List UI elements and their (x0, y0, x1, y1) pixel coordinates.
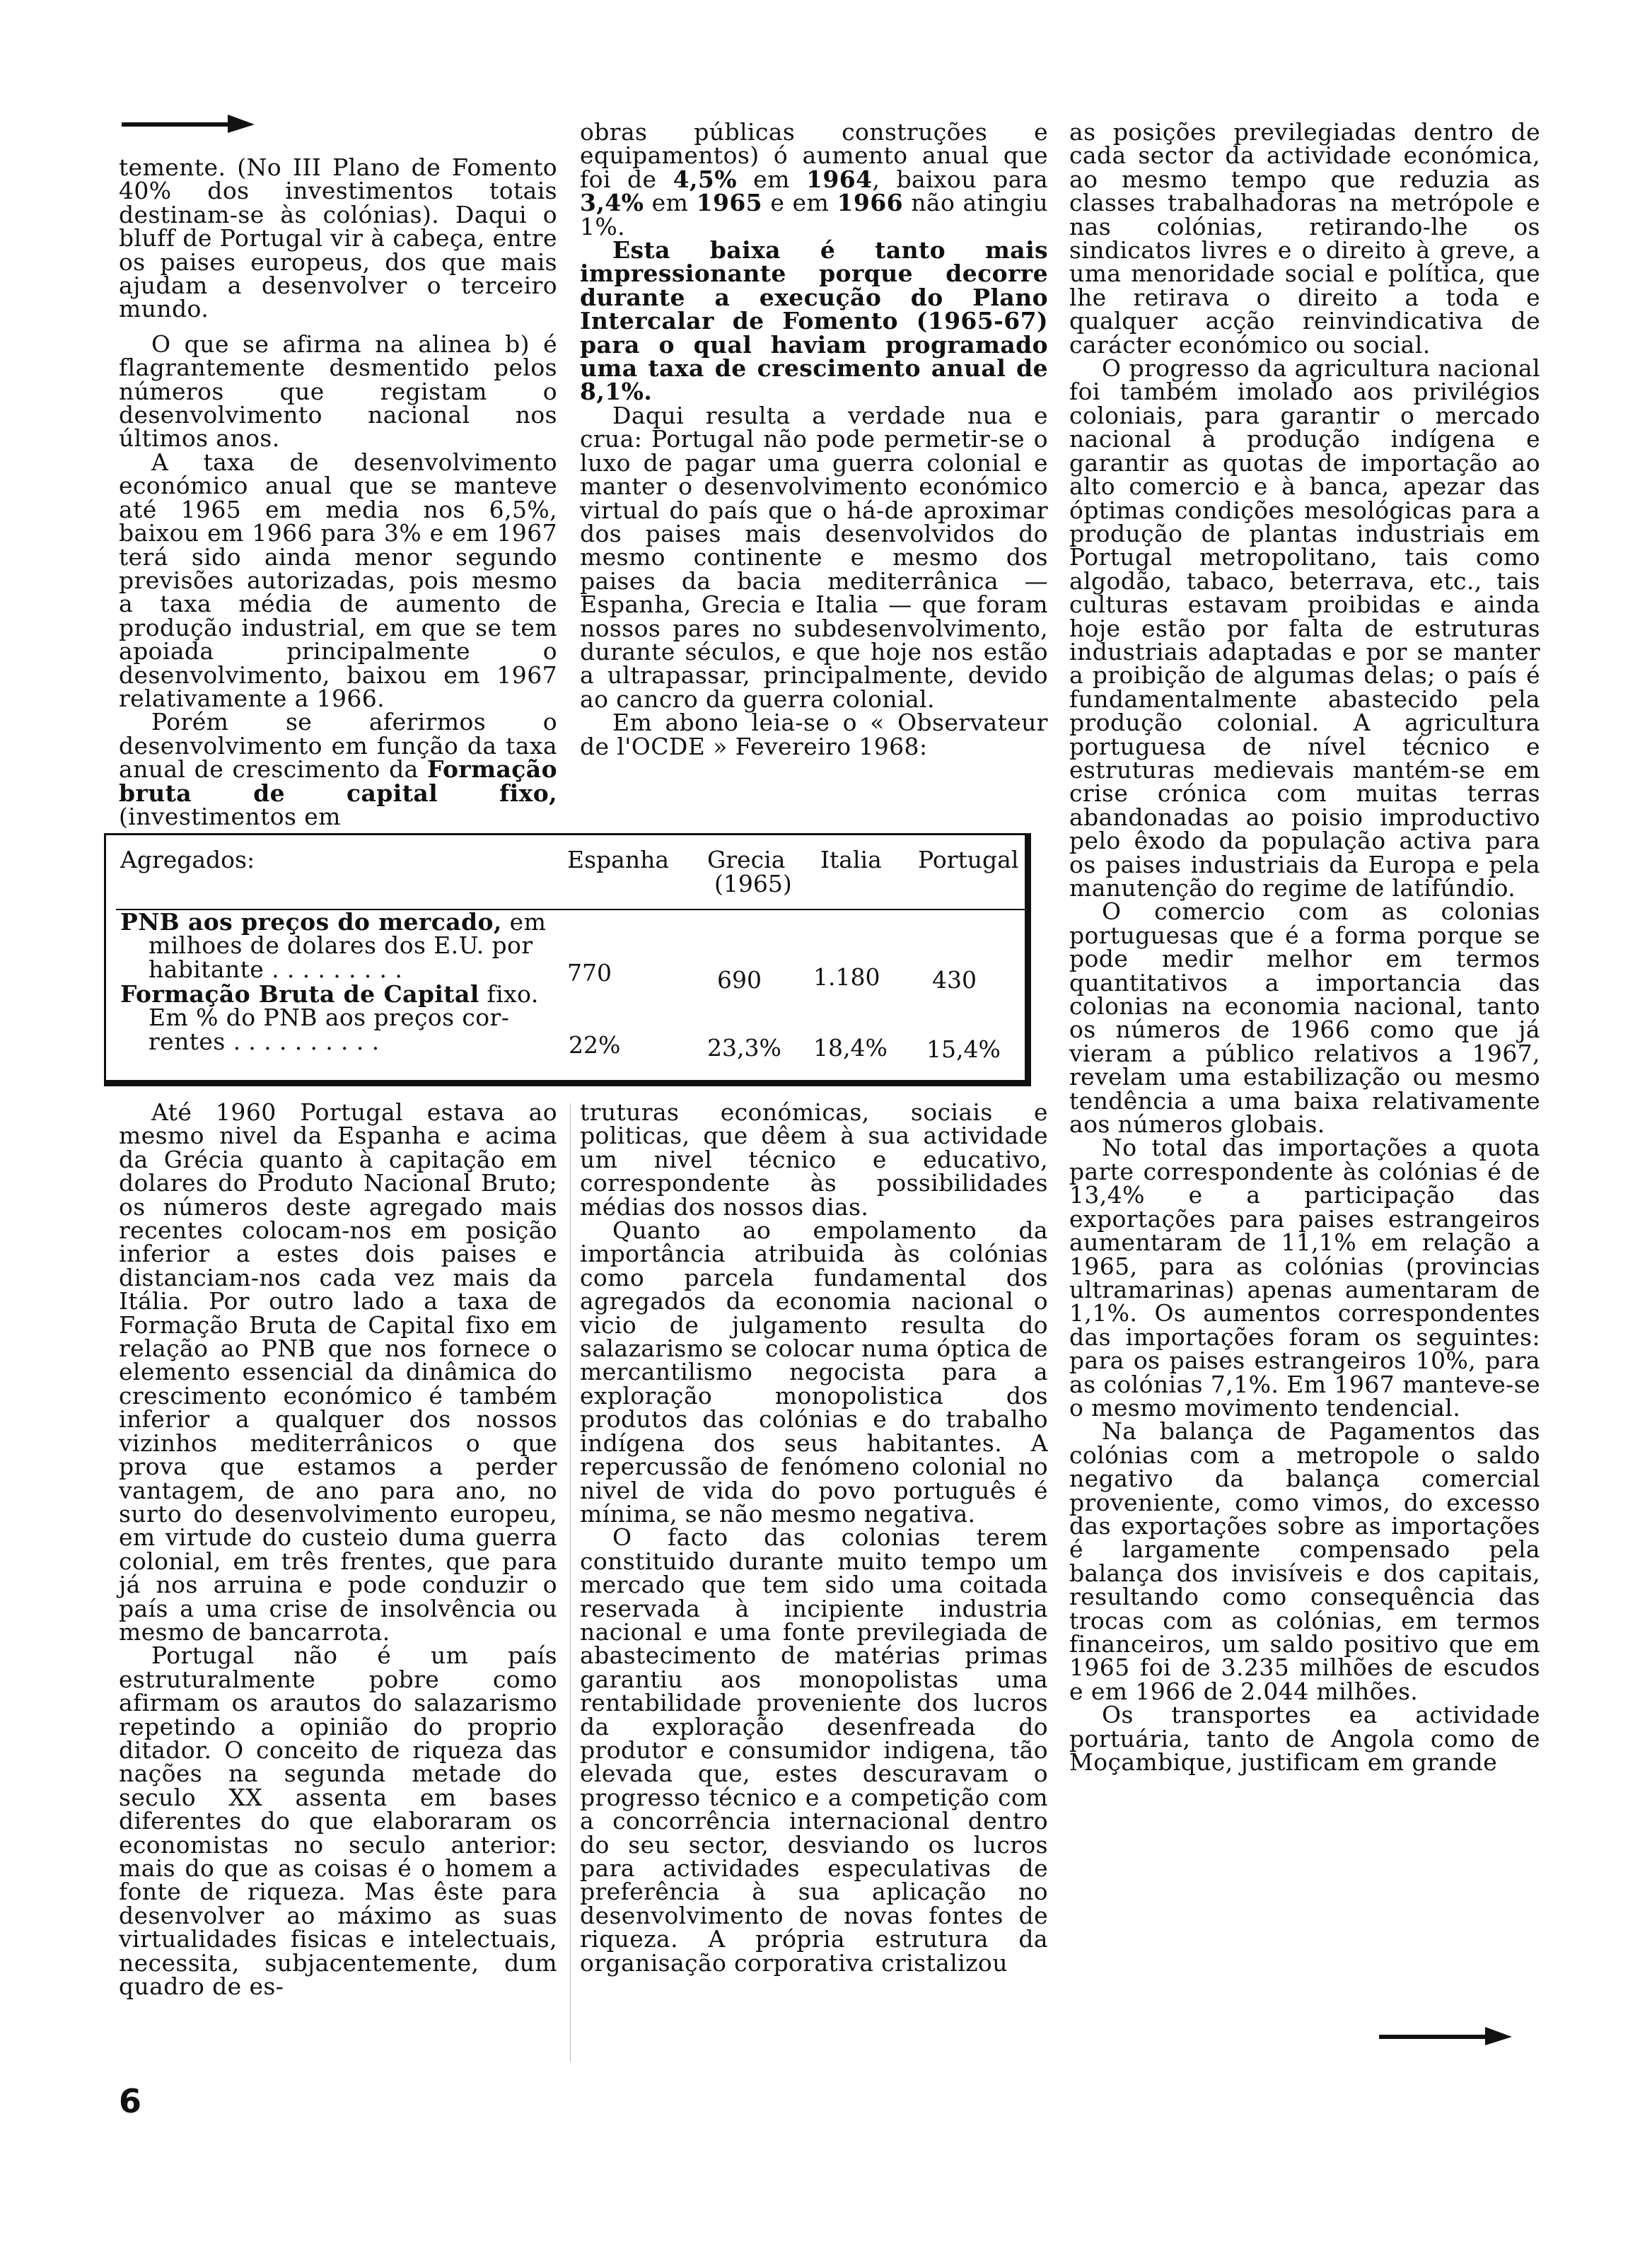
cell-pnb-portugal: 430 (932, 966, 977, 994)
column-3 (1069, 118, 1540, 1777)
page-number: 6 (119, 2082, 142, 2120)
paragraph: Até 1960 Portugal estava ao mesmo nivel da Espanha e acima da Grécia quanto à capitação em dolares do Produto Nacional Bruto; os números deste agregado mais recentes colocam-nos em posição inferior a estes dois paises e distanciam-nos cada vez mais da Itália. Por outro lado a taxa de Formação Bruta de Capital fixo em relação ao PNB que nos fornece o elemento essencial da dinâmica do crescimento económico é também inferior a qualquer dos nossos vizinhos mediterrânicos o que prova que estamos a perder vantagem, de ano para ano, no surto do desenvolvimento europeu, em virtude do custeio duma guerra colonial, em três frentes, que para já nos arruina e pode conduzir o país a uma crise de insolvência ou mesmo de bancarrota. (119, 1098, 557, 1646)
row-pnb-label: PNB aos preços do mercado, em milhoes de dolares dos E.U. por habitante . . . . . . . . . (120, 908, 547, 983)
column-header-grecia: Grecia (707, 846, 786, 873)
column-header-italia: Italia (820, 846, 882, 873)
column-header-espanha: Espanha (567, 846, 670, 873)
table-header-label: Agregados: (120, 846, 255, 873)
row-fbcf-label: Formação Bruta de Capital fixo. Em % do PNB aos preços cor- rentes . . . . . . . . . . (120, 980, 539, 1055)
column-1-bottom (119, 1098, 557, 2001)
paragraph: Quanto ao empolamento da importância atribuida às colónias como parcela fundamental dos agregados da economia nacional o vicio de julgamento resulta do salazarismo se colocar numa óptica de mercantilismo negocista para a exploração monopolistica dos produtos das colónias e do trabalho indígena dos seus habitantes. A repercussão de fenómeno colonial no nivel de vida do povo português é mínima, se não mesmo negativa. (580, 1216, 1048, 1528)
paragraph: temente. (No III Plano de Fomento 40% dos investimentos totais destinam-se às colónias). Daqui o bluff de Portugal vir à cabeça, entre os paises europeus, dos que mais ajudam a desenvolver o terceiro mundo. (119, 153, 557, 323)
cell-fbcf-grecia: 23,3% (707, 1034, 781, 1062)
paragraph: obras públicas construções e equipamentos) ó aumento anual que foi de 4,5% em 1964, baixou para 3,4% em 1965 e em 1966 não atingiu 1%. (580, 118, 1048, 240)
paragraph: O comercio com as colonias portuguesas que é a forma porque se pode medir melhor em termos quantitativos a importancia das colonias na economia nacional, tanto os números de 1966 como que já vieram a público relativos a 1967, revelam uma estabilização ou mesmo tendência a uma baixa relativamente aos números globais. (1069, 897, 1540, 1139)
paragraph: O progresso da agricultura nacional foi também imolado aos privilégios coloniais, para garantir o mercado nacional à produção indígena e garantir as quotas de importação ao alto comercio e à banca, apezar das óptimas condições mesológicas para a produção de plantas industriais em Portugal metropolitano, tais como algodão, tabaco, beterrava, etc., tais culturas estavam proibidas e ainda hoje estão por falta de estruturas industriais adaptadas e por se manter a proibição de algumas delas; o país é fundamentalmente abastecido pela produção colonial. A agricultura portuguesa de nível técnico e estruturas medievais mantém-se em crise crónica com muitas terras abandonadas ao poisio improductivo pelo êxodo da população activa para os paises industriais da Europa e pela manutenção do regime de latifúndio. (1069, 354, 1540, 902)
paragraph: No total das importações a quota parte correspondente às colónias é de 13,4% e a participação das exportações para paises estrangeiros aumentaram de 11,1% em relação a 1965, para as colónias (provincias ultramarinas) apenas aumentaram de 1,1%. Os aumentos correspondentes das importações foram os seguintes: para os paises estrangeiros 10%, para as colónias 7,1%. Em 1967 manteve-se o mesmo movimento tendencial. (1069, 1134, 1540, 1422)
column-header-portugal: Portugal (918, 846, 1019, 873)
paragraph: Portugal não é um país estruturalmente pobre como afirmam os arautos do salazarismo repetindo a opinião do proprio ditador. O conceito de riqueza das nações na segunda metade do seculo XX assenta em bases diferentes do que elaboraram os economistas no seculo anterior: mais do que as coisas é o homem a fonte de riqueza. Mas êste para desenvolver ao máximo as suas virtualidades fisicas e intelectuais, necessita, subjacentemente, dum quadro de es- (119, 1641, 557, 2001)
cell-fbcf-italia: 18,4% (813, 1034, 888, 1062)
paragraph: Na balança de Pagamentos das colónias com a metropole o saldo negativo da balança comercial proveniente, como vimos, do excesso das exportações sobre as importações é largamente compensado pela balança dos invisíveis e dos capitais, resultando como consequência das trocas com as colónias, em termos financeiros, um saldo positivo que em 1965 foi de 3.235 milhões de escudos e em 1966 de 2.044 milhões. (1069, 1417, 1540, 1705)
column-2-bottom (580, 1100, 1048, 1975)
aggregates-table (104, 833, 1031, 1086)
column-header-grecia-note: (1965) (714, 870, 792, 897)
cell-pnb-espanha: 770 (567, 959, 612, 987)
paragraph: Os transportes ea actividade portuária, tanto de Angola como de Moçambique, justificam em grande (1069, 1701, 1540, 1777)
paragraph: Daqui resulta a verdade nua e crua: Portugal não pode permetir-se o luxo de pagar uma guerra colonial e manter o desenvolvimento económico virtual do país que o há-de aproximar dos paises mais desenvolvidos do mesmo continente e mesmo dos paises da bacia mediterrânica — Espanha, Grecia e Italia — que foram nossos pares no subdesenvolvimento, durante séculos, e que hoje nos estão a ultrapassar, principalmente, devido ao cancro da guerra colonial. (580, 401, 1048, 713)
paragraph: Porém se aferirmos o desenvolvimento em função da taxa anual de crescimento da Formação bruta de capital fixo, (investimentos em (119, 708, 557, 830)
paragraph: Em abono leia-se o « Observateur de l'OCDE » Fevereiro 1968: (580, 709, 1048, 760)
cell-fbcf-espanha: 22% (569, 1031, 621, 1059)
column-divider (570, 1103, 571, 2062)
paragraph: O que se afirma na alinea b) é flagrantemente desmentido pelos números que registam o desenvolvimento nacional nos últimos anos. (119, 330, 557, 453)
paragraph: O facto das colonias terem constituido durante muito tempo um mercado que tem sido uma coitada reservada à incipiente industria nacional e uma fonte previlegiada de abastecimento de matérias primas garantiu aos monopolistas uma rentabilidade proveniente dos lucros da exploração desenfreada do produtor e consumidor indigena, tão elevada que, estes descuravam o progresso técnico e a competição com a concorrência internacional dentro do seu sector, desviando os lucros para actividades especulativas de preferência à sua aplicação no desenvolvimento de novas fontes de riqueza. A própria estrutura da organisação corporativa cristalizou (580, 1523, 1048, 1977)
continuation-arrow-top-icon (120, 112, 256, 136)
cell-pnb-italia: 1.180 (813, 963, 880, 991)
paragraph: A taxa de desenvolvimento económico anual que se manteve até 1965 em media nos 6,5%, baixou em 1966 para 3% e em 1967 terá sido ainda menor segundo previsões autorizadas, pois mesmo a taxa média de aumento de produção industrial, em que se tem apoiada principalmente o desenvolvimento, baixou em 1967 relativamente a 1966. (119, 448, 557, 712)
continuation-arrow-bottom-icon (1378, 2024, 1513, 2048)
cell-pnb-grecia: 690 (717, 966, 762, 994)
paragraph: as posições previlegiadas dentro de cada sector da actividade económica, ao mesmo tempo que reduzia as classes trabalhadoras na metrópole e nas colónias, retirando-lhe os sindicatos livres e o direito à greve, a uma menoridade social e política, que lhe retirava o direito a toda e qualquer acção reinvindicativa de carácter económico ou social. (1069, 118, 1540, 359)
column-2-top (580, 120, 1048, 758)
column-1-top (119, 153, 557, 830)
paragraph: truturas económicas, sociais e politicas, que dêem à sua actividade um nivel técnico e educativo, correspondente às possibilidades médias dos nossos dias. (580, 1098, 1048, 1221)
cell-fbcf-portugal: 15,4% (926, 1035, 1001, 1063)
paragraph: Esta baixa é tanto mais impressionante porque decorre durante a execução do Plano Intercalar de Fomento (1965-67) para o qual haviam programado uma taxa de crescimento anual de 8,1%. (580, 236, 1048, 406)
